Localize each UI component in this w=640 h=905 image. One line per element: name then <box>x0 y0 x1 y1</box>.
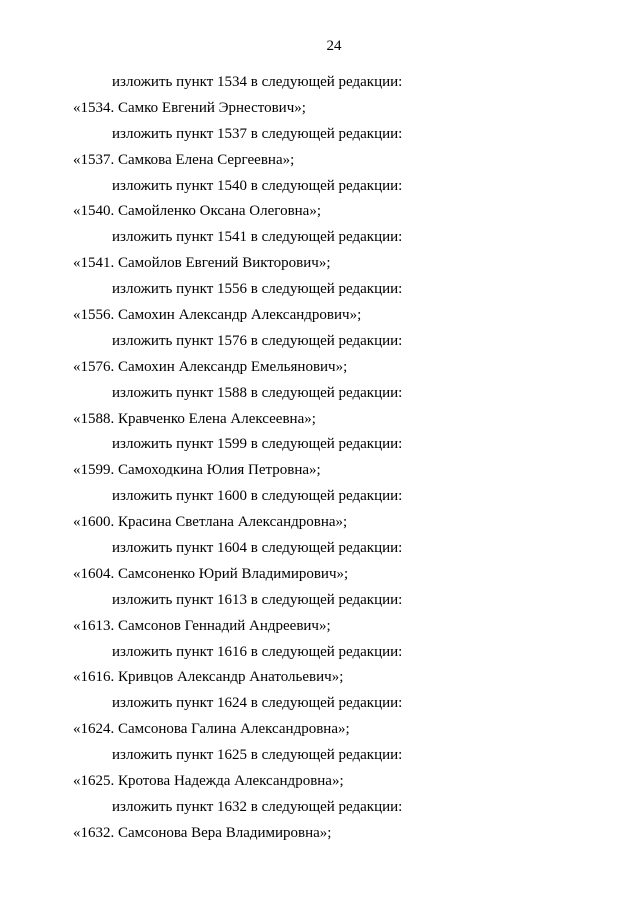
amended-entry: «1604. Самсоненко Юрий Владимирович»; <box>73 565 349 582</box>
amended-entry: «1540. Самойленко Оксана Олеговна»; <box>73 203 321 220</box>
page-number: 24 <box>326 38 342 54</box>
amended-entry: «1624. Самсонова Галина Александровна»; <box>73 721 350 738</box>
amendment-instruction: изложить пункт 1556 в следующей редакции: <box>112 281 403 298</box>
document-body <box>0 70 640 847</box>
amended-entry: «1588. Кравченко Елена Алексеевна»; <box>73 410 316 427</box>
amendment-instruction: изложить пункт 1540 в следующей редакции: <box>112 177 403 194</box>
amended-entry: «1556. Самохин Александр Александрович»; <box>73 307 362 324</box>
amended-entry: «1599. Самоходкина Юлия Петровна»; <box>73 462 321 479</box>
amendment-instruction: изложить пункт 1616 в следующей редакции: <box>112 643 403 660</box>
amended-entry: «1625. Кротова Надежда Александровна»; <box>73 773 344 790</box>
amendment-instruction: изложить пункт 1625 в следующей редакции: <box>112 747 403 764</box>
amended-entry: «1616. Кривцов Александр Анатольевич»; <box>73 669 344 686</box>
amended-entry: «1632. Самсонова Вера Владимировна»; <box>73 824 332 841</box>
amendment-instruction: изложить пункт 1624 в следующей редакции: <box>112 695 403 712</box>
amendment-instruction: изложить пункт 1541 в следующей редакции: <box>112 229 403 246</box>
amended-entry: «1534. Самко Евгений Эрнестович»; <box>73 99 306 116</box>
amended-entry: «1600. Красина Светлана Александровна»; <box>73 514 348 531</box>
amended-entry: «1537. Самкова Елена Сергеевна»; <box>73 151 295 168</box>
amendment-instruction: изложить пункт 1604 в следующей редакции: <box>112 540 403 557</box>
amended-entry: «1576. Самохин Александр Емельянович»; <box>73 358 348 375</box>
amendment-instruction: изложить пункт 1576 в следующей редакции: <box>112 332 403 349</box>
amendment-instruction: изложить пункт 1537 в следующей редакции: <box>112 125 403 142</box>
amendment-instruction: изложить пункт 1534 в следующей редакции: <box>112 74 403 90</box>
amendment-instruction: изложить пункт 1600 в следующей редакции: <box>112 488 403 505</box>
amendment-instruction: изложить пункт 1599 в следующей редакции: <box>112 436 403 453</box>
amendment-instruction: изложить пункт 1632 в следующей редакции: <box>112 798 403 815</box>
amended-entry: «1541. Самойлов Евгений Викторович»; <box>73 255 331 272</box>
amended-entry: «1613. Самсонов Геннадий Андреевич»; <box>73 617 331 634</box>
amendment-instruction: изложить пункт 1613 в следующей редакции: <box>112 591 403 608</box>
amendment-instruction: изложить пункт 1588 в следующей редакции: <box>112 384 403 401</box>
